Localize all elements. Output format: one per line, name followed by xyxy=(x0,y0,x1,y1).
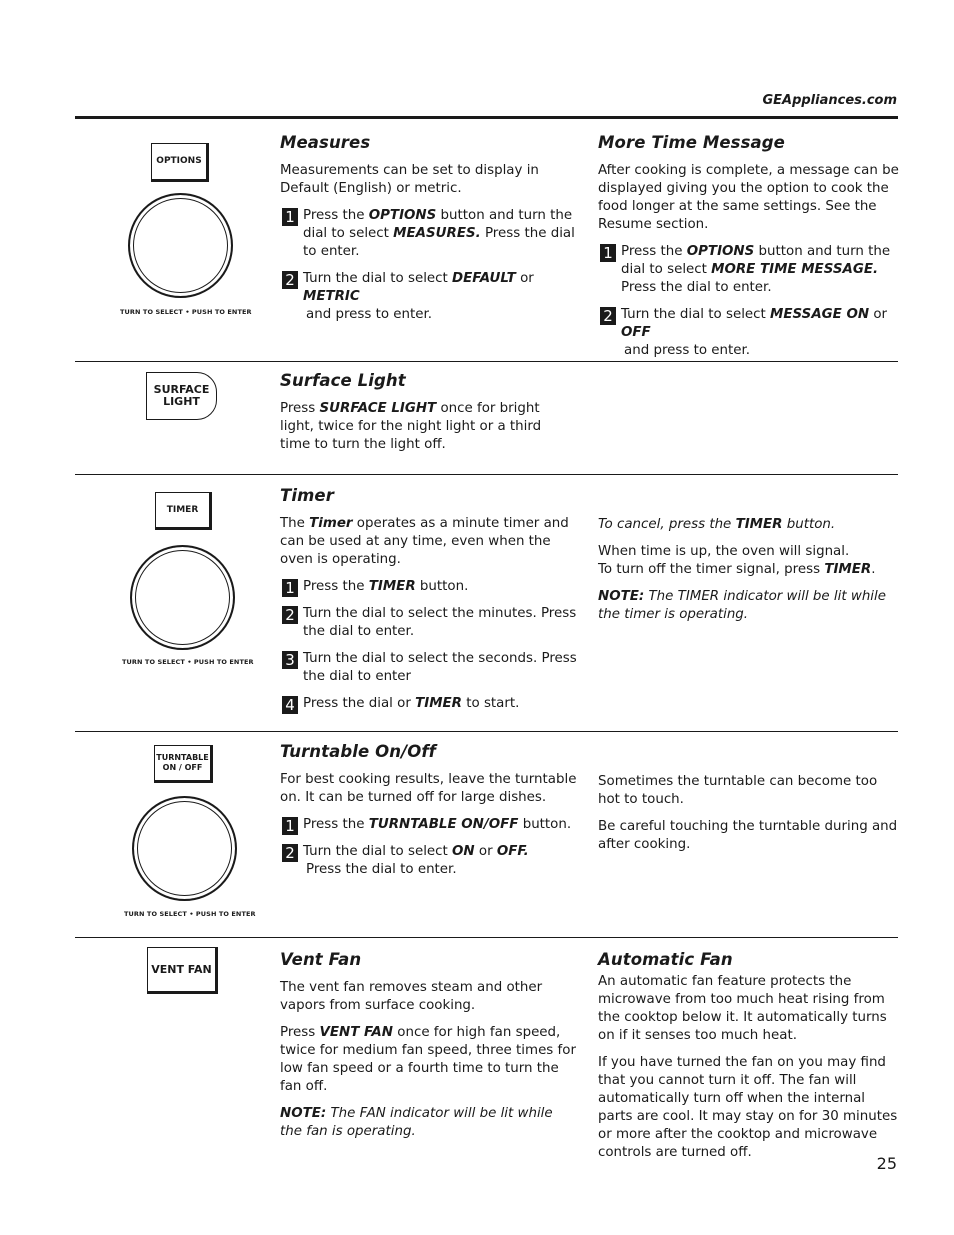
options-keyword: OPTIONS xyxy=(368,208,437,223)
turntable-step-2 xyxy=(280,843,584,879)
options-keyword: OPTIONS xyxy=(686,244,755,259)
automatic-fan-text-2: If you have turned the fan on you may find that you cannot turn it off. The fan will automatically turn off when the internal parts are cool. It may stay on for 30 minutes or more after the cooktop and microwave controls are turned off. xyxy=(598,1055,898,1160)
step-number: 2 xyxy=(282,844,298,862)
note-label: NOTE: xyxy=(280,1106,327,1121)
section-divider xyxy=(75,937,898,938)
note-label: NOTE: xyxy=(598,589,645,604)
automatic-fan-section xyxy=(598,951,900,1171)
dial-caption: TURN TO SELECT • PUSH TO ENTER xyxy=(124,910,256,918)
text: The TIMER indicator will be lit while the timer is operating. xyxy=(598,589,886,622)
measures-step-1 xyxy=(280,207,580,261)
step-text: Press the dial to enter. xyxy=(306,862,457,877)
step-text: Turn the dial to select the minutes. Press the dial to enter. xyxy=(303,606,577,639)
more-time-title: More Time Message xyxy=(598,133,785,152)
options-button[interactable] xyxy=(151,143,209,182)
off-keyword: OFF xyxy=(621,325,651,340)
automatic-fan-text-1: An automatic fan feature protects the microwave from too much heat rising from the cooktop below it. It automatically turns on if it senses too much heat. xyxy=(598,974,887,1043)
turntable-keyword: TURNTABLE ON/OFF xyxy=(368,817,519,832)
step-text: or xyxy=(515,271,534,286)
step-text: button. xyxy=(518,817,572,832)
more-time-step-1 xyxy=(598,243,900,297)
step-number: 2 xyxy=(282,271,298,289)
timer-keyword: Timer xyxy=(309,516,353,531)
turntable-section xyxy=(280,743,584,888)
section-divider xyxy=(75,474,898,475)
dial-caption: TURN TO SELECT • PUSH TO ENTER xyxy=(122,658,254,666)
measures-step-2 xyxy=(280,270,580,324)
surface-light-text xyxy=(280,400,570,454)
select-dial[interactable] xyxy=(128,193,233,298)
timer-button-label: TIMER xyxy=(166,504,199,515)
text: the fan is operating. xyxy=(280,1124,416,1139)
step-text: and press to enter. xyxy=(306,307,433,322)
vent-fan-button-label: VENT FAN xyxy=(151,963,212,976)
text: once for bright light, twice for the night light or a third time to turn the light off. xyxy=(280,401,542,452)
timer-keyword: TIMER xyxy=(735,517,783,532)
measures-keyword: MEASURES. xyxy=(393,226,481,241)
vent-fan-keyword: VENT FAN xyxy=(319,1025,394,1040)
text: operates as a minute timer and can be used at any time, even when the oven is operating. xyxy=(280,516,569,567)
step-number: 1 xyxy=(282,208,298,226)
timer-signal-text xyxy=(598,543,898,579)
timer-step-1 xyxy=(280,578,584,596)
timer-keyword: TIMER xyxy=(368,579,416,594)
step-text: Turn the dial to select xyxy=(303,844,453,859)
section-divider xyxy=(75,731,898,732)
step-text: Press the dial to enter. xyxy=(621,280,772,295)
step-text: Turn the dial to select xyxy=(303,271,453,286)
step-text: and press to enter. xyxy=(624,343,751,358)
turntable-step-1 xyxy=(280,816,584,834)
dial-caption: TURN TO SELECT • PUSH TO ENTER xyxy=(120,308,252,316)
step-text: Press the xyxy=(303,579,369,594)
surface-light-button-label: SURFACE LIGHT xyxy=(153,383,210,408)
measures-intro: Measurements can be set to display in Default (English) or metric. xyxy=(280,163,539,196)
step-number: 1 xyxy=(282,579,298,597)
select-dial[interactable] xyxy=(130,545,235,650)
vent-fan-button[interactable] xyxy=(147,947,218,994)
timer-button[interactable] xyxy=(155,492,212,530)
automatic-fan-title: Automatic Fan xyxy=(598,950,733,969)
turntable-notes xyxy=(598,773,898,863)
surface-light-title: Surface Light xyxy=(280,371,406,390)
timer-step-4 xyxy=(280,695,584,713)
step-text: Press the dial or xyxy=(303,696,416,711)
default-keyword: DEFAULT xyxy=(452,271,516,286)
step-number: 4 xyxy=(282,696,298,714)
step-text: Turn the dial to select xyxy=(621,307,771,322)
text: button. xyxy=(782,517,836,532)
step-text: button and turn the dial to select xyxy=(621,244,891,277)
turntable-hot-text: Sometimes the turntable can become too hot to touch. xyxy=(598,774,878,807)
step-text: Press the xyxy=(621,244,687,259)
text: Press xyxy=(280,1025,320,1040)
turntable-intro: For best cooking results, leave the turntable on. It can be turned off for large dishes. xyxy=(280,772,577,805)
options-button-label: OPTIONS xyxy=(156,156,202,166)
vent-fan-note xyxy=(280,1105,584,1141)
site-url: GEAppliances.com xyxy=(762,93,897,108)
step-text: Press the xyxy=(303,817,369,832)
timer-keyword: TIMER xyxy=(824,562,872,577)
text: To turn off the timer signal, press xyxy=(598,562,825,577)
select-dial[interactable] xyxy=(132,796,237,901)
timer-step-2 xyxy=(280,605,584,641)
timer-section xyxy=(280,487,584,722)
text: To cancel, press the xyxy=(598,517,736,532)
text: once for high fan speed, twice for medium fan speed, three times for low fan speed or a fourth time to turn the fan off. xyxy=(280,1025,576,1094)
vent-fan-speeds xyxy=(280,1024,584,1096)
step-text: button. xyxy=(415,579,469,594)
more-time-keyword: MORE TIME MESSAGE. xyxy=(711,262,879,277)
step-text: or xyxy=(474,844,497,859)
text: The xyxy=(280,516,310,531)
timer-keyword: TIMER xyxy=(415,696,462,711)
text: When time is up, the oven will signal. xyxy=(598,544,850,559)
timer-step-3 xyxy=(280,650,584,686)
surface-light-section xyxy=(280,372,570,463)
vent-fan-intro: The vent fan removes steam and other vapors from surface cooking. xyxy=(280,980,543,1013)
more-time-intro: After cooking is complete, a message can be displayed giving you the option to cook the food longer at the same settings. See the Resume section. xyxy=(598,163,899,232)
step-text: to start. xyxy=(462,696,520,711)
step-text: Press the dial to enter. xyxy=(303,226,575,259)
turntable-button[interactable] xyxy=(154,745,213,783)
turntable-title: Turntable On/Off xyxy=(280,742,436,761)
measures-section xyxy=(280,134,580,333)
message-on-keyword: MESSAGE ON xyxy=(770,307,870,322)
timer-notes xyxy=(598,516,898,633)
surface-light-button[interactable] xyxy=(146,372,217,420)
timer-note xyxy=(598,588,898,624)
vent-fan-title: Vent Fan xyxy=(280,950,362,969)
text: Press xyxy=(280,401,320,416)
off-keyword: OFF. xyxy=(496,844,529,859)
step-number: 2 xyxy=(282,606,298,624)
step-number: 1 xyxy=(600,244,616,262)
text: The FAN indicator will be lit while xyxy=(326,1106,553,1121)
text: . xyxy=(871,562,876,577)
turntable-careful-text: Be careful touching the turntable during and after cooking. xyxy=(598,819,898,852)
timer-title: Timer xyxy=(280,486,334,505)
step-number: 2 xyxy=(600,307,616,325)
step-number: 3 xyxy=(282,651,298,669)
vent-fan-section xyxy=(280,951,584,1150)
step-text: Turn the dial to select the seconds. Press the dial to enter xyxy=(303,651,577,684)
step-number: 1 xyxy=(282,817,298,835)
step-text: button and turn the dial to select xyxy=(303,208,573,241)
turntable-button-label: TURNTABLE ON / OFF xyxy=(156,753,209,772)
step-text: Press the xyxy=(303,208,369,223)
measures-title: Measures xyxy=(280,133,371,152)
on-keyword: ON xyxy=(452,844,475,859)
metric-keyword: METRIC xyxy=(303,289,360,304)
more-time-step-2 xyxy=(598,306,900,360)
timer-intro xyxy=(280,515,584,569)
section-divider xyxy=(75,116,898,119)
surface-light-keyword: SURFACE LIGHT xyxy=(319,401,437,416)
page-number: 25 xyxy=(876,1154,897,1173)
step-text: or xyxy=(869,307,888,322)
more-time-section xyxy=(598,134,900,369)
timer-cancel-text xyxy=(598,516,898,534)
